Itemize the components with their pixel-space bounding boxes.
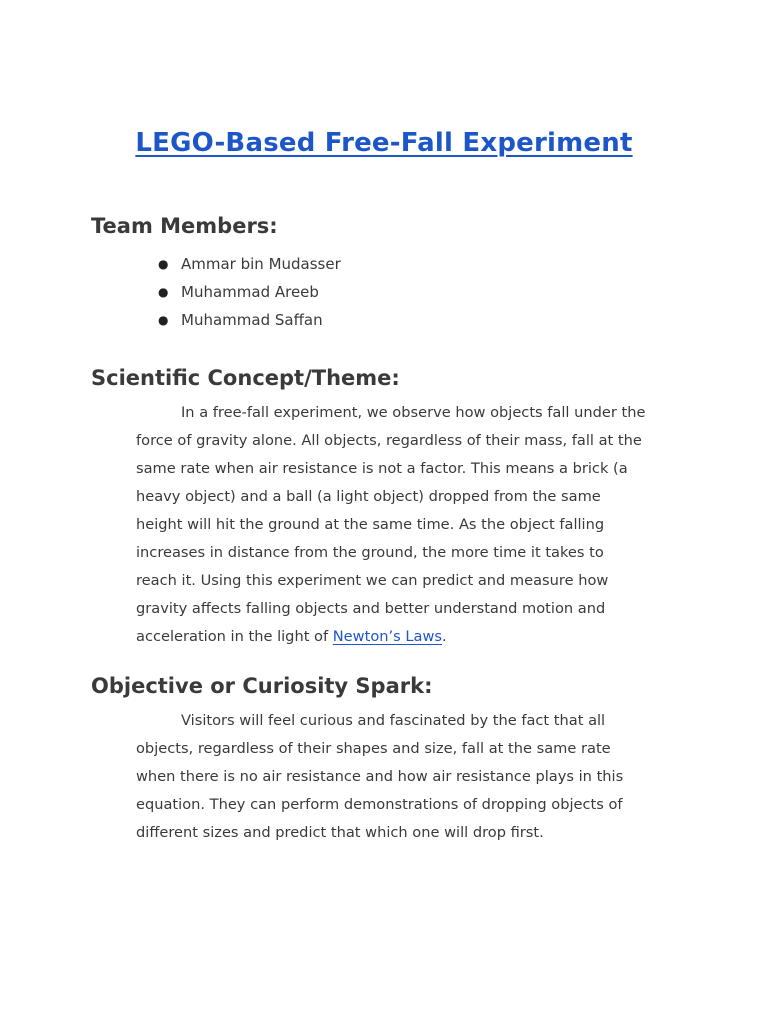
- member-name: Muhammad Saffan: [181, 311, 323, 329]
- paragraph-line: objects, regardless of their shapes and size, fall at the same rate: [136, 740, 611, 757]
- bullet-icon: ●: [158, 313, 169, 327]
- paragraph-line: In a free-fall experiment, we observe how objects fall under the: [181, 404, 646, 421]
- bullet-icon: ●: [158, 257, 169, 271]
- document-title[interactable]: LEGO-Based Free-Fall Experiment: [135, 128, 633, 158]
- member-name: Muhammad Areeb: [181, 283, 319, 301]
- team-members-heading: Team Members:: [91, 214, 278, 238]
- paragraph-line: equation. They can perform demonstrations of dropping objects of: [136, 796, 623, 813]
- objective-heading: Objective or Curiosity Spark:: [91, 674, 433, 698]
- list-item: [158, 278, 341, 306]
- member-name: Ammar bin Mudasser: [181, 255, 341, 273]
- paragraph-line: heavy object) and a ball (a light object) dropped from the same: [136, 488, 601, 505]
- paragraph-line: gravity affects falling objects and better understand motion and: [136, 600, 606, 617]
- scientific-concept-paragraph: [136, 399, 676, 651]
- objective-paragraph: [136, 707, 676, 847]
- team-member-list: [158, 250, 341, 334]
- line-text: .: [442, 628, 447, 645]
- list-item: [158, 306, 341, 334]
- paragraph-line: height will hit the ground at the same time. As the object falling: [136, 516, 605, 533]
- line-text: acceleration in the light of: [136, 628, 333, 645]
- newtons-laws-link[interactable]: Newton’s Laws: [332, 628, 442, 645]
- paragraph-line: force of gravity alone. All objects, regardless of their mass, fall at the: [136, 432, 642, 449]
- paragraph-line: Visitors will feel curious and fascinated by the fact that all: [181, 712, 606, 729]
- paragraph-line: [136, 623, 676, 651]
- paragraph-line: when there is no air resistance and how air resistance plays in this: [136, 768, 624, 785]
- paragraph-line: different sizes and predict that which one will drop first.: [136, 824, 544, 841]
- scientific-concept-heading: Scientific Concept/Theme:: [91, 366, 400, 390]
- paragraph-line: increases in distance from the ground, the more time it takes to: [136, 544, 604, 561]
- paragraph-line: same rate when air resistance is not a factor. This means a brick (a: [136, 460, 628, 477]
- paragraph-line: reach it. Using this experiment we can predict and measure how: [136, 572, 609, 589]
- bullet-icon: ●: [158, 285, 169, 299]
- list-item: [158, 250, 341, 278]
